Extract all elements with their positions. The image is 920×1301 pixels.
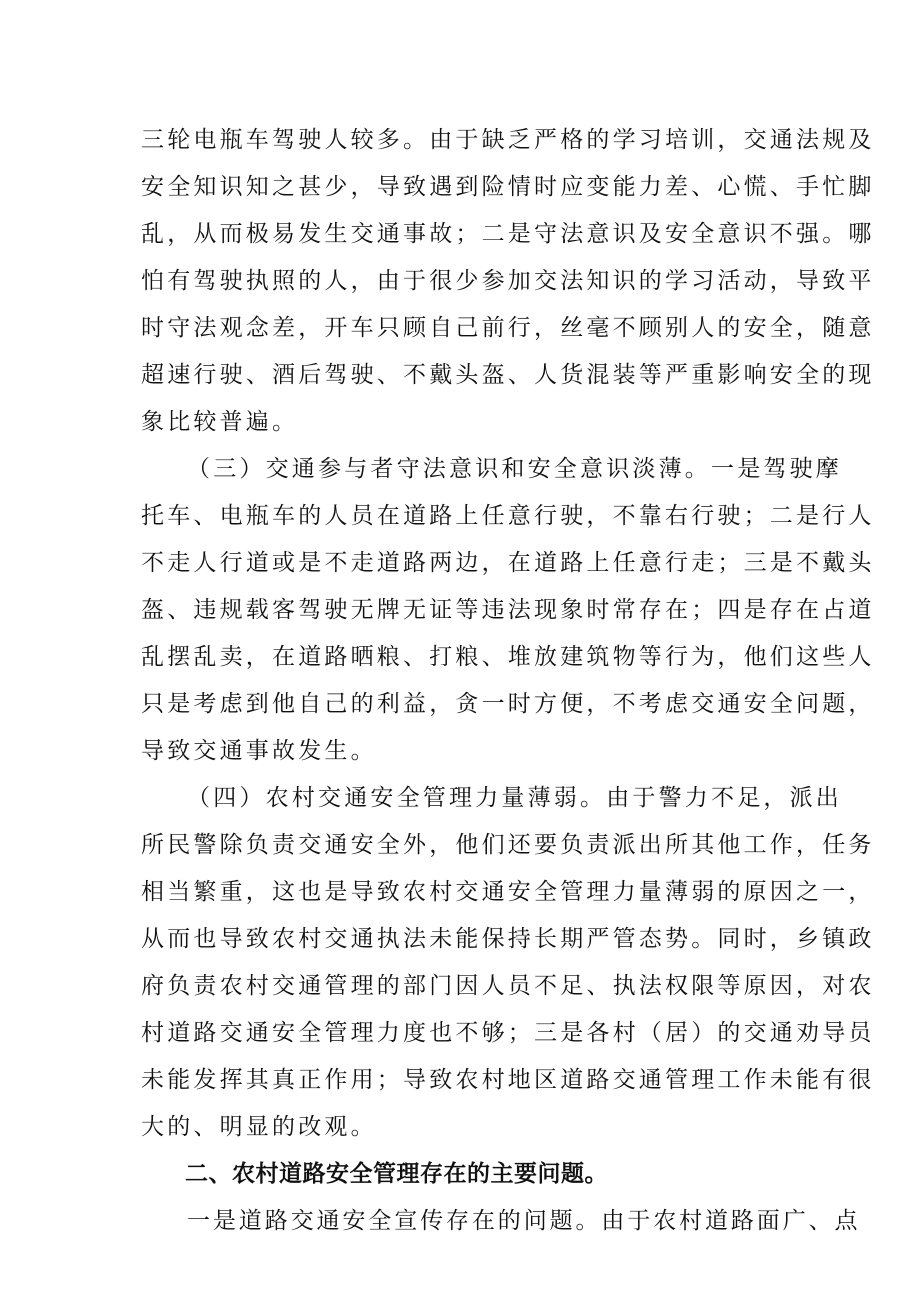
paragraph-line: 大的、明显的改观。	[141, 1114, 377, 1140]
paragraph-line: （四）农村交通安全管理力量薄弱。由于警力不足，派出	[187, 785, 842, 811]
paragraph-line: 一是道路交通安全宣传存在的问题。由于农村道路面广、点	[187, 1208, 861, 1234]
paragraph-line: 所民警除负责交通安全外，他们还要负责派出所其他工作，任务	[141, 832, 875, 858]
paragraph-line: 未能发挥其真正作用；导致农村地区道路交通管理工作未能有很	[141, 1067, 875, 1093]
paragraph-line: 府负责农村交通管理的部门因人员不足、执法权限等原因，对农	[141, 973, 875, 999]
paragraph-line: 只是考虑到他自己的利益，贪一时方便，不考虑交通安全问题，	[141, 691, 875, 717]
paragraph-line: 托车、电瓶车的人员在道路上任意行驶，不靠右行驶；二是行人	[141, 503, 875, 529]
paragraph-line: （三）交通参与者守法意识和安全意识淡薄。一是驾驶摩	[187, 456, 842, 482]
paragraph-line: 导致交通事故发生。	[141, 738, 377, 764]
paragraph-line: 乱，从而极易发生交通事故；二是守法意识及安全意识不强。哪	[141, 221, 875, 247]
paragraph-line: 乱摆乱卖，在道路晒粮、打粮、堆放建筑物等行为，他们这些人	[141, 644, 875, 670]
paragraph-line: 象比较普遍。	[141, 409, 299, 435]
paragraph-line: 超速行驶、酒后驾驶、不戴头盔、人货混装等严重影响安全的现	[141, 362, 875, 388]
paragraph-line: 盔、违规载客驾驶无牌无证等违法现象时常存在；四是存在占道	[141, 597, 875, 623]
paragraph-line: 相当繁重，这也是导致农村交通安全管理力量薄弱的原因之一，	[141, 879, 875, 905]
paragraph-line: 三轮电瓶车驾驶人较多。由于缺乏严格的学习培训，交通法规及	[141, 127, 875, 153]
paragraph-line: 从而也导致农村交通执法未能保持长期严管态势。同时，乡镇政	[141, 926, 875, 952]
paragraph-line: 不走人行道或是不走道路两边，在道路上任意行走；三是不戴头	[141, 550, 875, 576]
paragraph-line: 安全知识知之甚少，导致遇到险情时应变能力差、心慌、手忙脚	[141, 174, 875, 200]
paragraph-line: 怕有驾驶执照的人，由于很少参加交法知识的学习活动，导致平	[141, 268, 875, 294]
section-heading: 二、农村道路安全管理存在的主要问题。	[185, 1161, 608, 1187]
paragraph-line: 时守法观念差，开车只顾自己前行，丝毫不顾别人的安全，随意	[141, 315, 875, 341]
paragraph-line: 村道路交通安全管理力度也不够；三是各村（居）的交通劝导员	[141, 1020, 875, 1046]
